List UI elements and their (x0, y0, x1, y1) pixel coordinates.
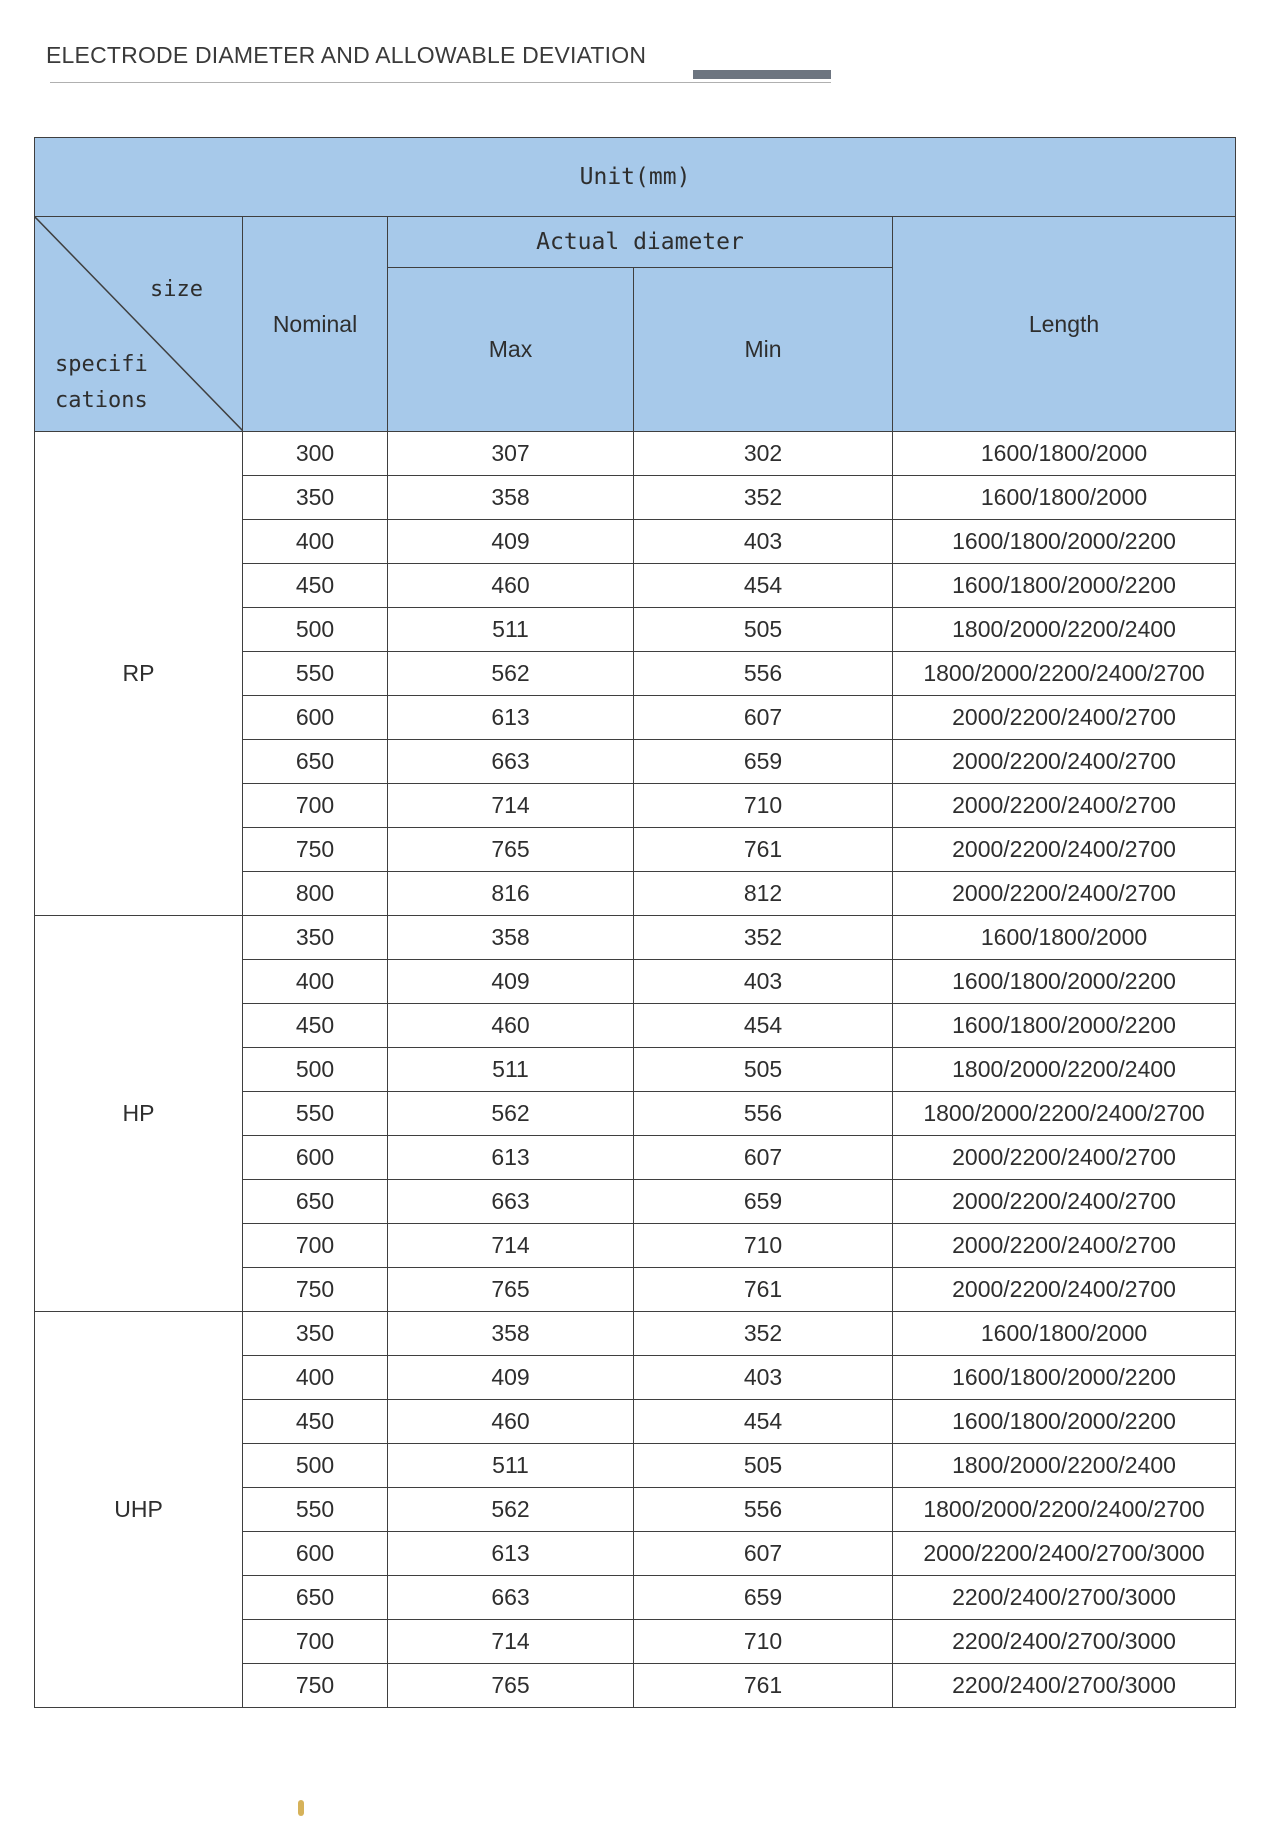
min-header: Min (634, 268, 893, 432)
nominal-cell: 650 (243, 1180, 388, 1224)
unit-row (35, 138, 1236, 217)
length-cell: 2000/2200/2400/2700 (893, 1180, 1236, 1224)
min-cell: 403 (634, 1356, 893, 1400)
nominal-cell: 700 (243, 1224, 388, 1268)
nominal-cell: 500 (243, 1444, 388, 1488)
min-cell: 659 (634, 1576, 893, 1620)
length-cell: 1800/2000/2200/2400/2700 (893, 652, 1236, 696)
max-cell: 460 (388, 1400, 634, 1444)
max-cell: 409 (388, 960, 634, 1004)
length-cell: 2000/2200/2400/2700 (893, 872, 1236, 916)
max-cell: 358 (388, 1312, 634, 1356)
length-cell: 1600/1800/2000 (893, 476, 1236, 520)
title-underline (50, 82, 831, 83)
length-cell: 2000/2200/2400/2700 (893, 696, 1236, 740)
max-cell: 613 (388, 1532, 634, 1576)
length-cell: 1600/1800/2000/2200 (893, 1356, 1236, 1400)
nominal-cell: 350 (243, 476, 388, 520)
min-cell: 505 (634, 1048, 893, 1092)
max-cell: 765 (388, 828, 634, 872)
max-cell: 307 (388, 432, 634, 476)
min-cell: 761 (634, 1664, 893, 1708)
max-cell: 460 (388, 564, 634, 608)
min-cell: 659 (634, 740, 893, 784)
min-cell: 352 (634, 1312, 893, 1356)
max-cell: 663 (388, 1180, 634, 1224)
max-cell: 663 (388, 1576, 634, 1620)
length-cell: 1600/1800/2000 (893, 432, 1236, 476)
length-cell: 2000/2200/2400/2700 (893, 1136, 1236, 1180)
length-cell: 2200/2400/2700/3000 (893, 1664, 1236, 1708)
nominal-cell: 750 (243, 828, 388, 872)
nominal-cell: 600 (243, 696, 388, 740)
max-cell: 714 (388, 1224, 634, 1268)
min-cell: 607 (634, 1532, 893, 1576)
max-cell: 613 (388, 1136, 634, 1180)
max-cell: 765 (388, 1664, 634, 1708)
length-cell: 1600/1800/2000/2200 (893, 564, 1236, 608)
min-cell: 556 (634, 1488, 893, 1532)
min-cell: 761 (634, 1268, 893, 1312)
corner-specifications-label (55, 347, 148, 419)
min-cell: 607 (634, 1136, 893, 1180)
max-cell: 714 (388, 1620, 634, 1664)
length-cell: 2000/2200/2400/2700 (893, 1268, 1236, 1312)
grade-label: UHP (35, 1312, 243, 1708)
length-cell: 1800/2000/2200/2400 (893, 1444, 1236, 1488)
nominal-cell: 700 (243, 1620, 388, 1664)
min-cell: 505 (634, 608, 893, 652)
corner-size-label: size (150, 277, 203, 302)
nominal-cell: 750 (243, 1664, 388, 1708)
min-cell: 812 (634, 872, 893, 916)
nominal-cell: 450 (243, 564, 388, 608)
max-cell: 358 (388, 476, 634, 520)
length-cell: 1800/2000/2200/2400 (893, 1048, 1236, 1092)
max-cell: 613 (388, 696, 634, 740)
min-cell: 352 (634, 916, 893, 960)
paper-stain (298, 1800, 304, 1816)
corner-spec-line-1: specifi (55, 352, 148, 377)
nominal-cell: 550 (243, 1092, 388, 1136)
nominal-cell: 700 (243, 784, 388, 828)
min-cell: 454 (634, 564, 893, 608)
corner-spec-line-2: cations (55, 388, 148, 413)
length-cell: 2000/2200/2400/2700 (893, 784, 1236, 828)
document-title: ELECTRODE DIAMETER AND ALLOWABLE DEVIATION (46, 42, 647, 68)
min-cell: 505 (634, 1444, 893, 1488)
max-cell: 511 (388, 1048, 634, 1092)
min-cell: 403 (634, 520, 893, 564)
max-cell: 511 (388, 608, 634, 652)
electrode-spec-table (34, 137, 1236, 1708)
length-cell: 2000/2200/2400/2700/3000 (893, 1532, 1236, 1576)
nominal-cell: 400 (243, 1356, 388, 1400)
corner-header-cell (35, 217, 243, 432)
max-cell: 562 (388, 652, 634, 696)
nominal-cell: 450 (243, 1400, 388, 1444)
table-row (35, 1312, 1236, 1356)
min-cell: 302 (634, 432, 893, 476)
nominal-cell: 800 (243, 872, 388, 916)
length-cell: 1800/2000/2200/2400 (893, 608, 1236, 652)
min-cell: 607 (634, 696, 893, 740)
nominal-cell: 650 (243, 1576, 388, 1620)
max-cell: 765 (388, 1268, 634, 1312)
nominal-cell: 350 (243, 1312, 388, 1356)
nominal-cell: 750 (243, 1268, 388, 1312)
unit-label: Unit(mm) (35, 138, 1236, 217)
nominal-cell: 600 (243, 1532, 388, 1576)
min-cell: 454 (634, 1004, 893, 1048)
nominal-cell: 400 (243, 960, 388, 1004)
min-cell: 454 (634, 1400, 893, 1444)
max-cell: 562 (388, 1092, 634, 1136)
nominal-cell: 500 (243, 1048, 388, 1092)
length-cell: 2200/2400/2700/3000 (893, 1620, 1236, 1664)
min-cell: 403 (634, 960, 893, 1004)
min-cell: 352 (634, 476, 893, 520)
length-cell: 2000/2200/2400/2700 (893, 1224, 1236, 1268)
length-cell: 1800/2000/2200/2400/2700 (893, 1092, 1236, 1136)
actual-diameter-header: Actual diameter (388, 217, 893, 268)
header-row-1 (35, 217, 1236, 268)
length-cell: 1600/1800/2000 (893, 1312, 1236, 1356)
max-cell: 409 (388, 1356, 634, 1400)
min-cell: 710 (634, 784, 893, 828)
length-cell: 1600/1800/2000/2200 (893, 520, 1236, 564)
max-cell: 562 (388, 1488, 634, 1532)
length-cell: 2000/2200/2400/2700 (893, 828, 1236, 872)
length-cell: 1600/1800/2000 (893, 916, 1236, 960)
nominal-header: Nominal (243, 217, 388, 432)
nominal-cell: 450 (243, 1004, 388, 1048)
max-cell: 511 (388, 1444, 634, 1488)
length-cell: 1800/2000/2200/2400/2700 (893, 1488, 1236, 1532)
nominal-cell: 300 (243, 432, 388, 476)
nominal-cell: 550 (243, 652, 388, 696)
length-cell: 2200/2400/2700/3000 (893, 1576, 1236, 1620)
grade-label: HP (35, 916, 243, 1312)
min-cell: 761 (634, 828, 893, 872)
length-cell: 1600/1800/2000/2200 (893, 960, 1236, 1004)
max-cell: 358 (388, 916, 634, 960)
min-cell: 659 (634, 1180, 893, 1224)
max-cell: 460 (388, 1004, 634, 1048)
max-header: Max (388, 268, 634, 432)
max-cell: 816 (388, 872, 634, 916)
length-cell: 2000/2200/2400/2700 (893, 740, 1236, 784)
min-cell: 710 (634, 1224, 893, 1268)
min-cell: 556 (634, 1092, 893, 1136)
grade-label: RP (35, 432, 243, 916)
max-cell: 663 (388, 740, 634, 784)
nominal-cell: 550 (243, 1488, 388, 1532)
title-accent-bar (693, 70, 831, 79)
length-cell: 1600/1800/2000/2200 (893, 1400, 1236, 1444)
max-cell: 409 (388, 520, 634, 564)
table-row (35, 432, 1236, 476)
min-cell: 710 (634, 1620, 893, 1664)
nominal-cell: 650 (243, 740, 388, 784)
length-header: Length (893, 217, 1236, 432)
length-cell: 1600/1800/2000/2200 (893, 1004, 1236, 1048)
diagonal-corner (35, 217, 242, 431)
min-cell: 556 (634, 652, 893, 696)
nominal-cell: 400 (243, 520, 388, 564)
table-row (35, 916, 1236, 960)
nominal-cell: 350 (243, 916, 388, 960)
nominal-cell: 600 (243, 1136, 388, 1180)
nominal-cell: 500 (243, 608, 388, 652)
max-cell: 714 (388, 784, 634, 828)
